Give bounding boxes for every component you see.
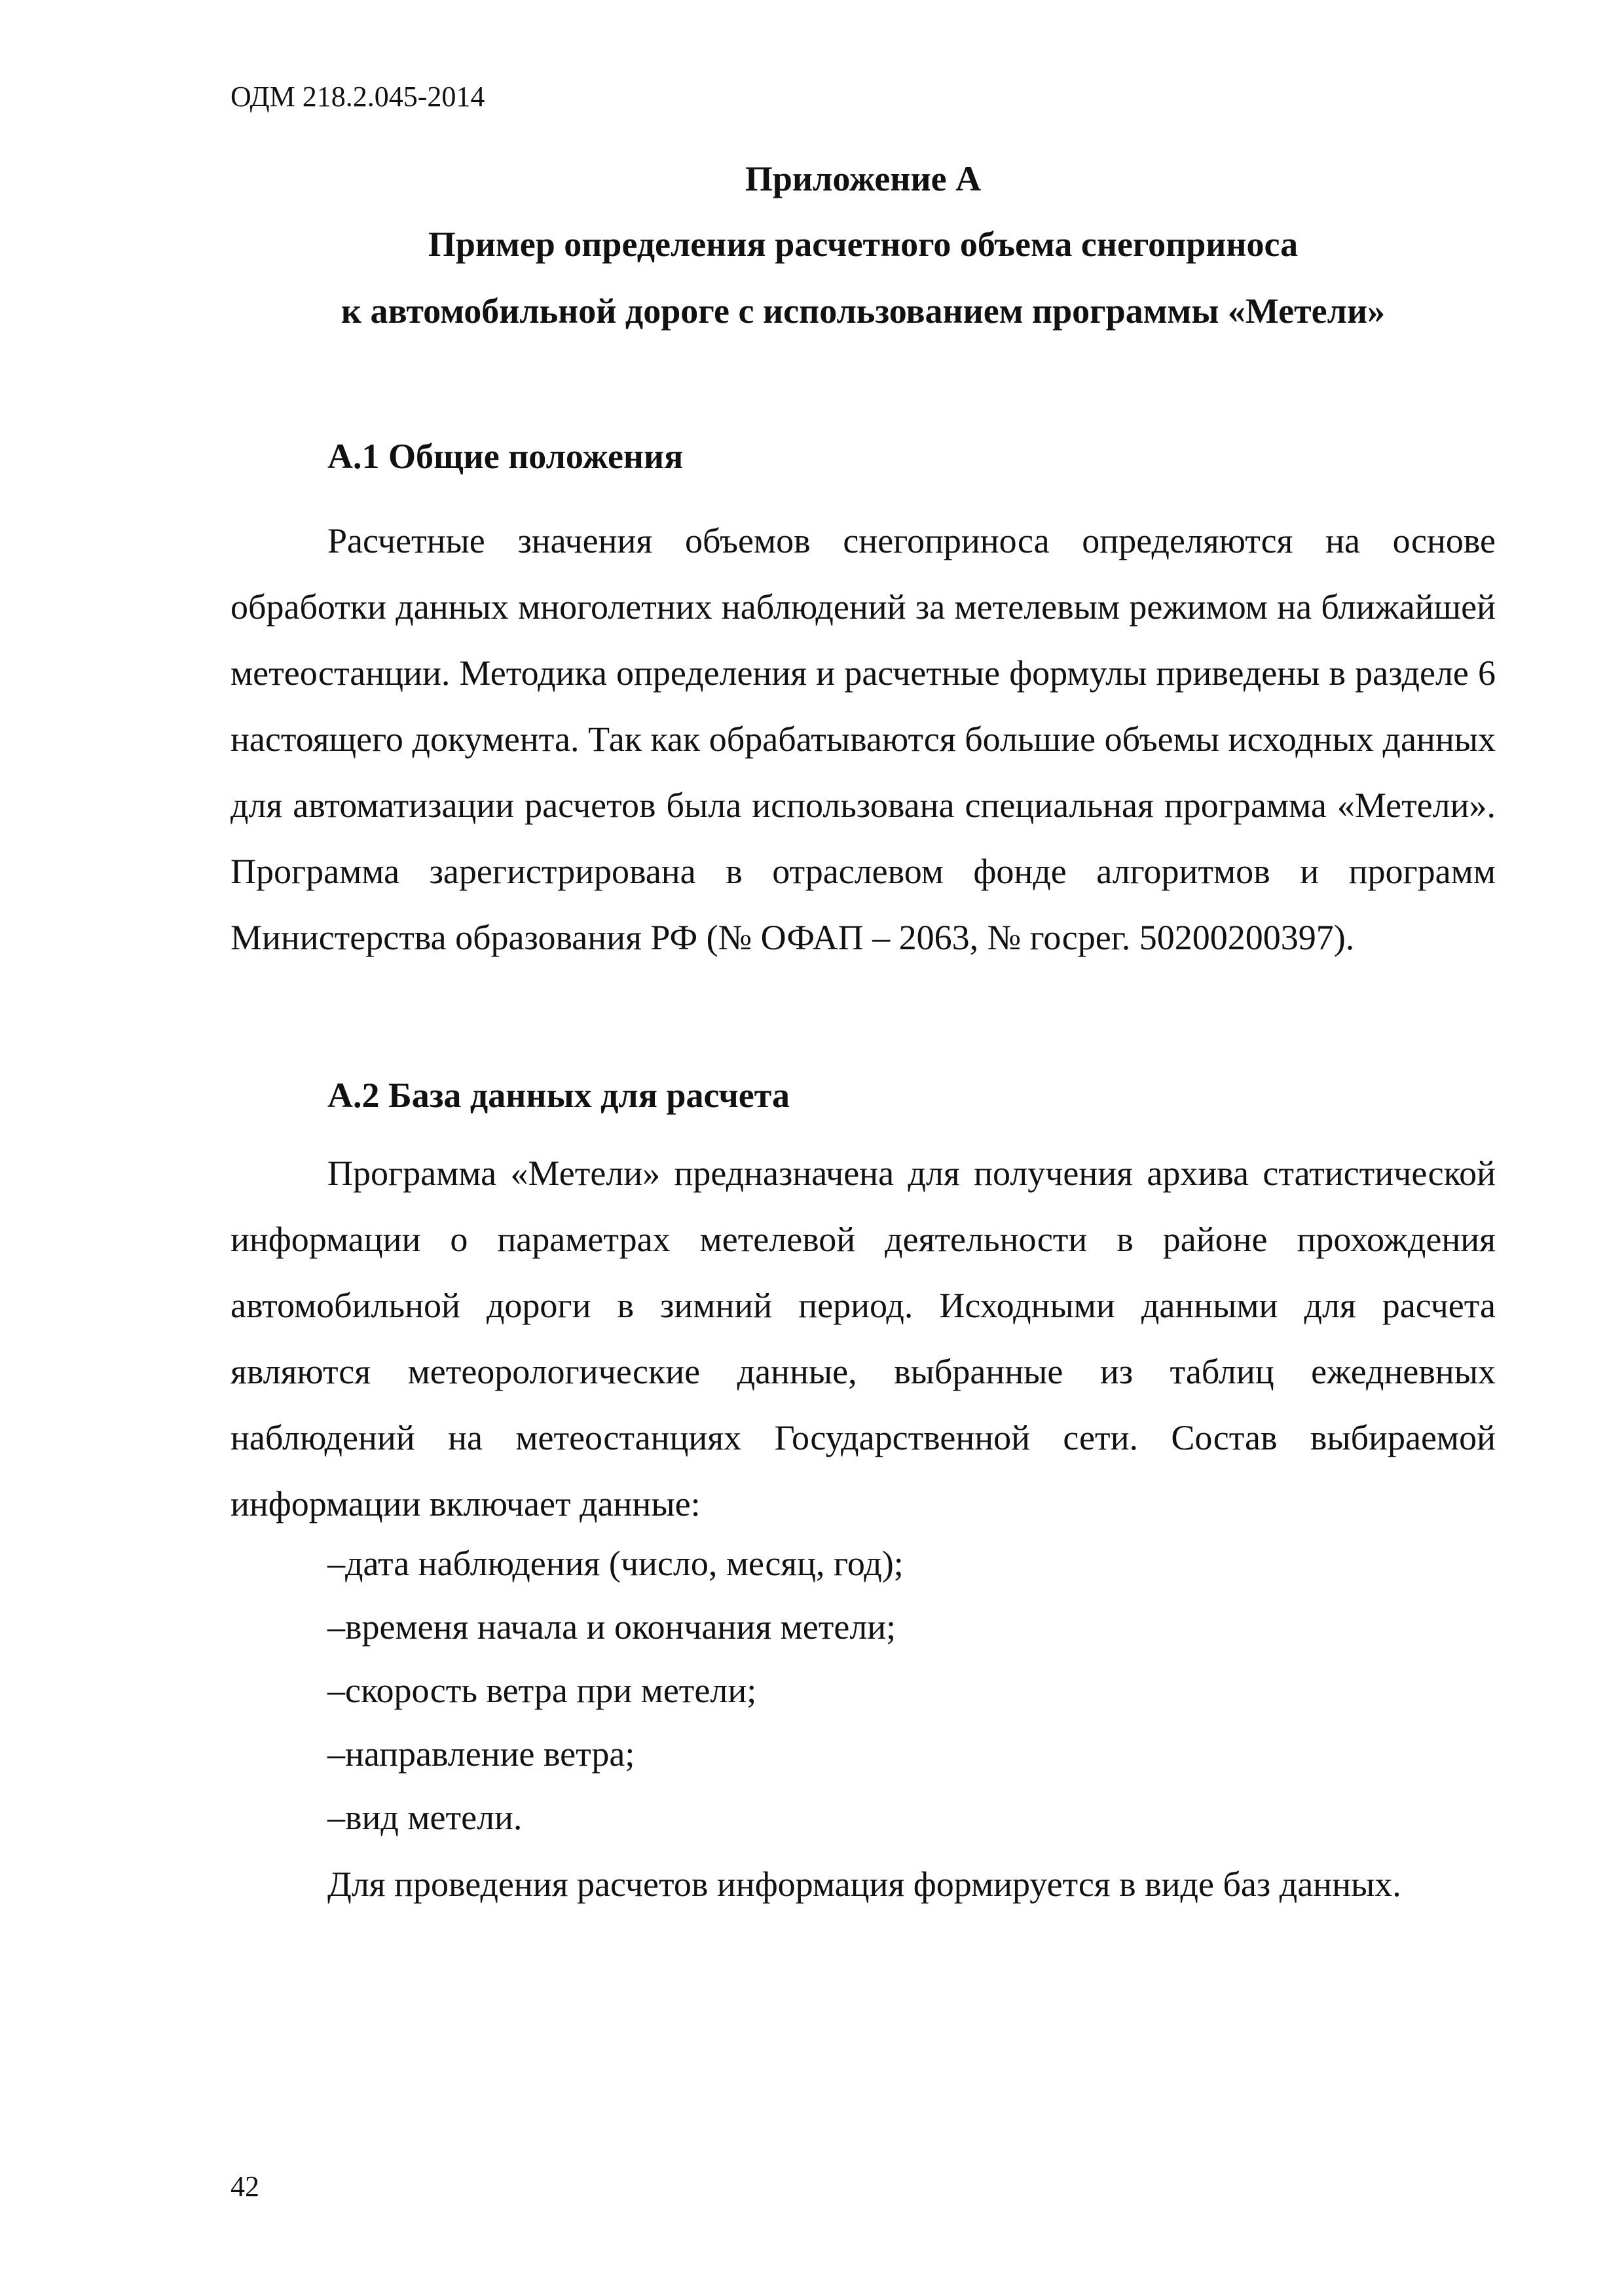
data-fields-list [327, 1532, 904, 1850]
list-item: –направление ветра; [327, 1734, 635, 1774]
section-heading-a2: А.2 База данных для расчета [327, 1076, 790, 1115]
appendix-subtitle-line2: к автомобильной дороге с использованием программы «Метели» [341, 291, 1386, 331]
list-item: –вид метели. [327, 1798, 523, 1837]
section-heading-a1: А.1 Общие положения [327, 437, 684, 476]
list-item: –дата наблюдения (число, месяц, год); [327, 1544, 904, 1583]
appendix-title: Приложение А [745, 159, 982, 198]
list-item: –временя начала и окончания метели; [327, 1607, 896, 1647]
section-a2-paragraph: Программа «Метели» предназначена для получения архива статистической информации о параметрах метелевой деятельности в районе прохождения автомобильной дороги в зимний период. Исходными данными для расчета являются метеорологические данные, выбранные из таблиц ежедневных наблюдений на метеостанциях Государственной сети. Состав выбираемой информации включает данные: [231, 1154, 1496, 1523]
document-code: ОДМ 218.2.045-2014 [231, 81, 485, 113]
page-number: 42 [231, 2170, 259, 2202]
list-item: –скорость ветра при метели; [327, 1671, 757, 1710]
section-a2-closing-paragraph: Для проведения расчетов информация формируется в виде баз данных. [327, 1865, 1401, 1904]
appendix-subtitle-line1: Пример определения расчетного объема снегоприноса [428, 225, 1299, 264]
section-a1-paragraph: Расчетные значения объемов снегоприноса определяются на основе обработки данных многолетних наблюдений за метелевым режимом на ближайшей метеостанции. Методика определения и расчетные формулы приведены в разделе 6 настоящего документа. Так как обрабатываются большие объемы исходных данных для автоматизации расчетов была использована специальная программа «Метели». Программа зарегистрирована в отраслевом фонде алгоритмов и программ Министерства образования РФ (№ ОФАП – 2063, № госрег. 50200200397). [231, 521, 1496, 957]
